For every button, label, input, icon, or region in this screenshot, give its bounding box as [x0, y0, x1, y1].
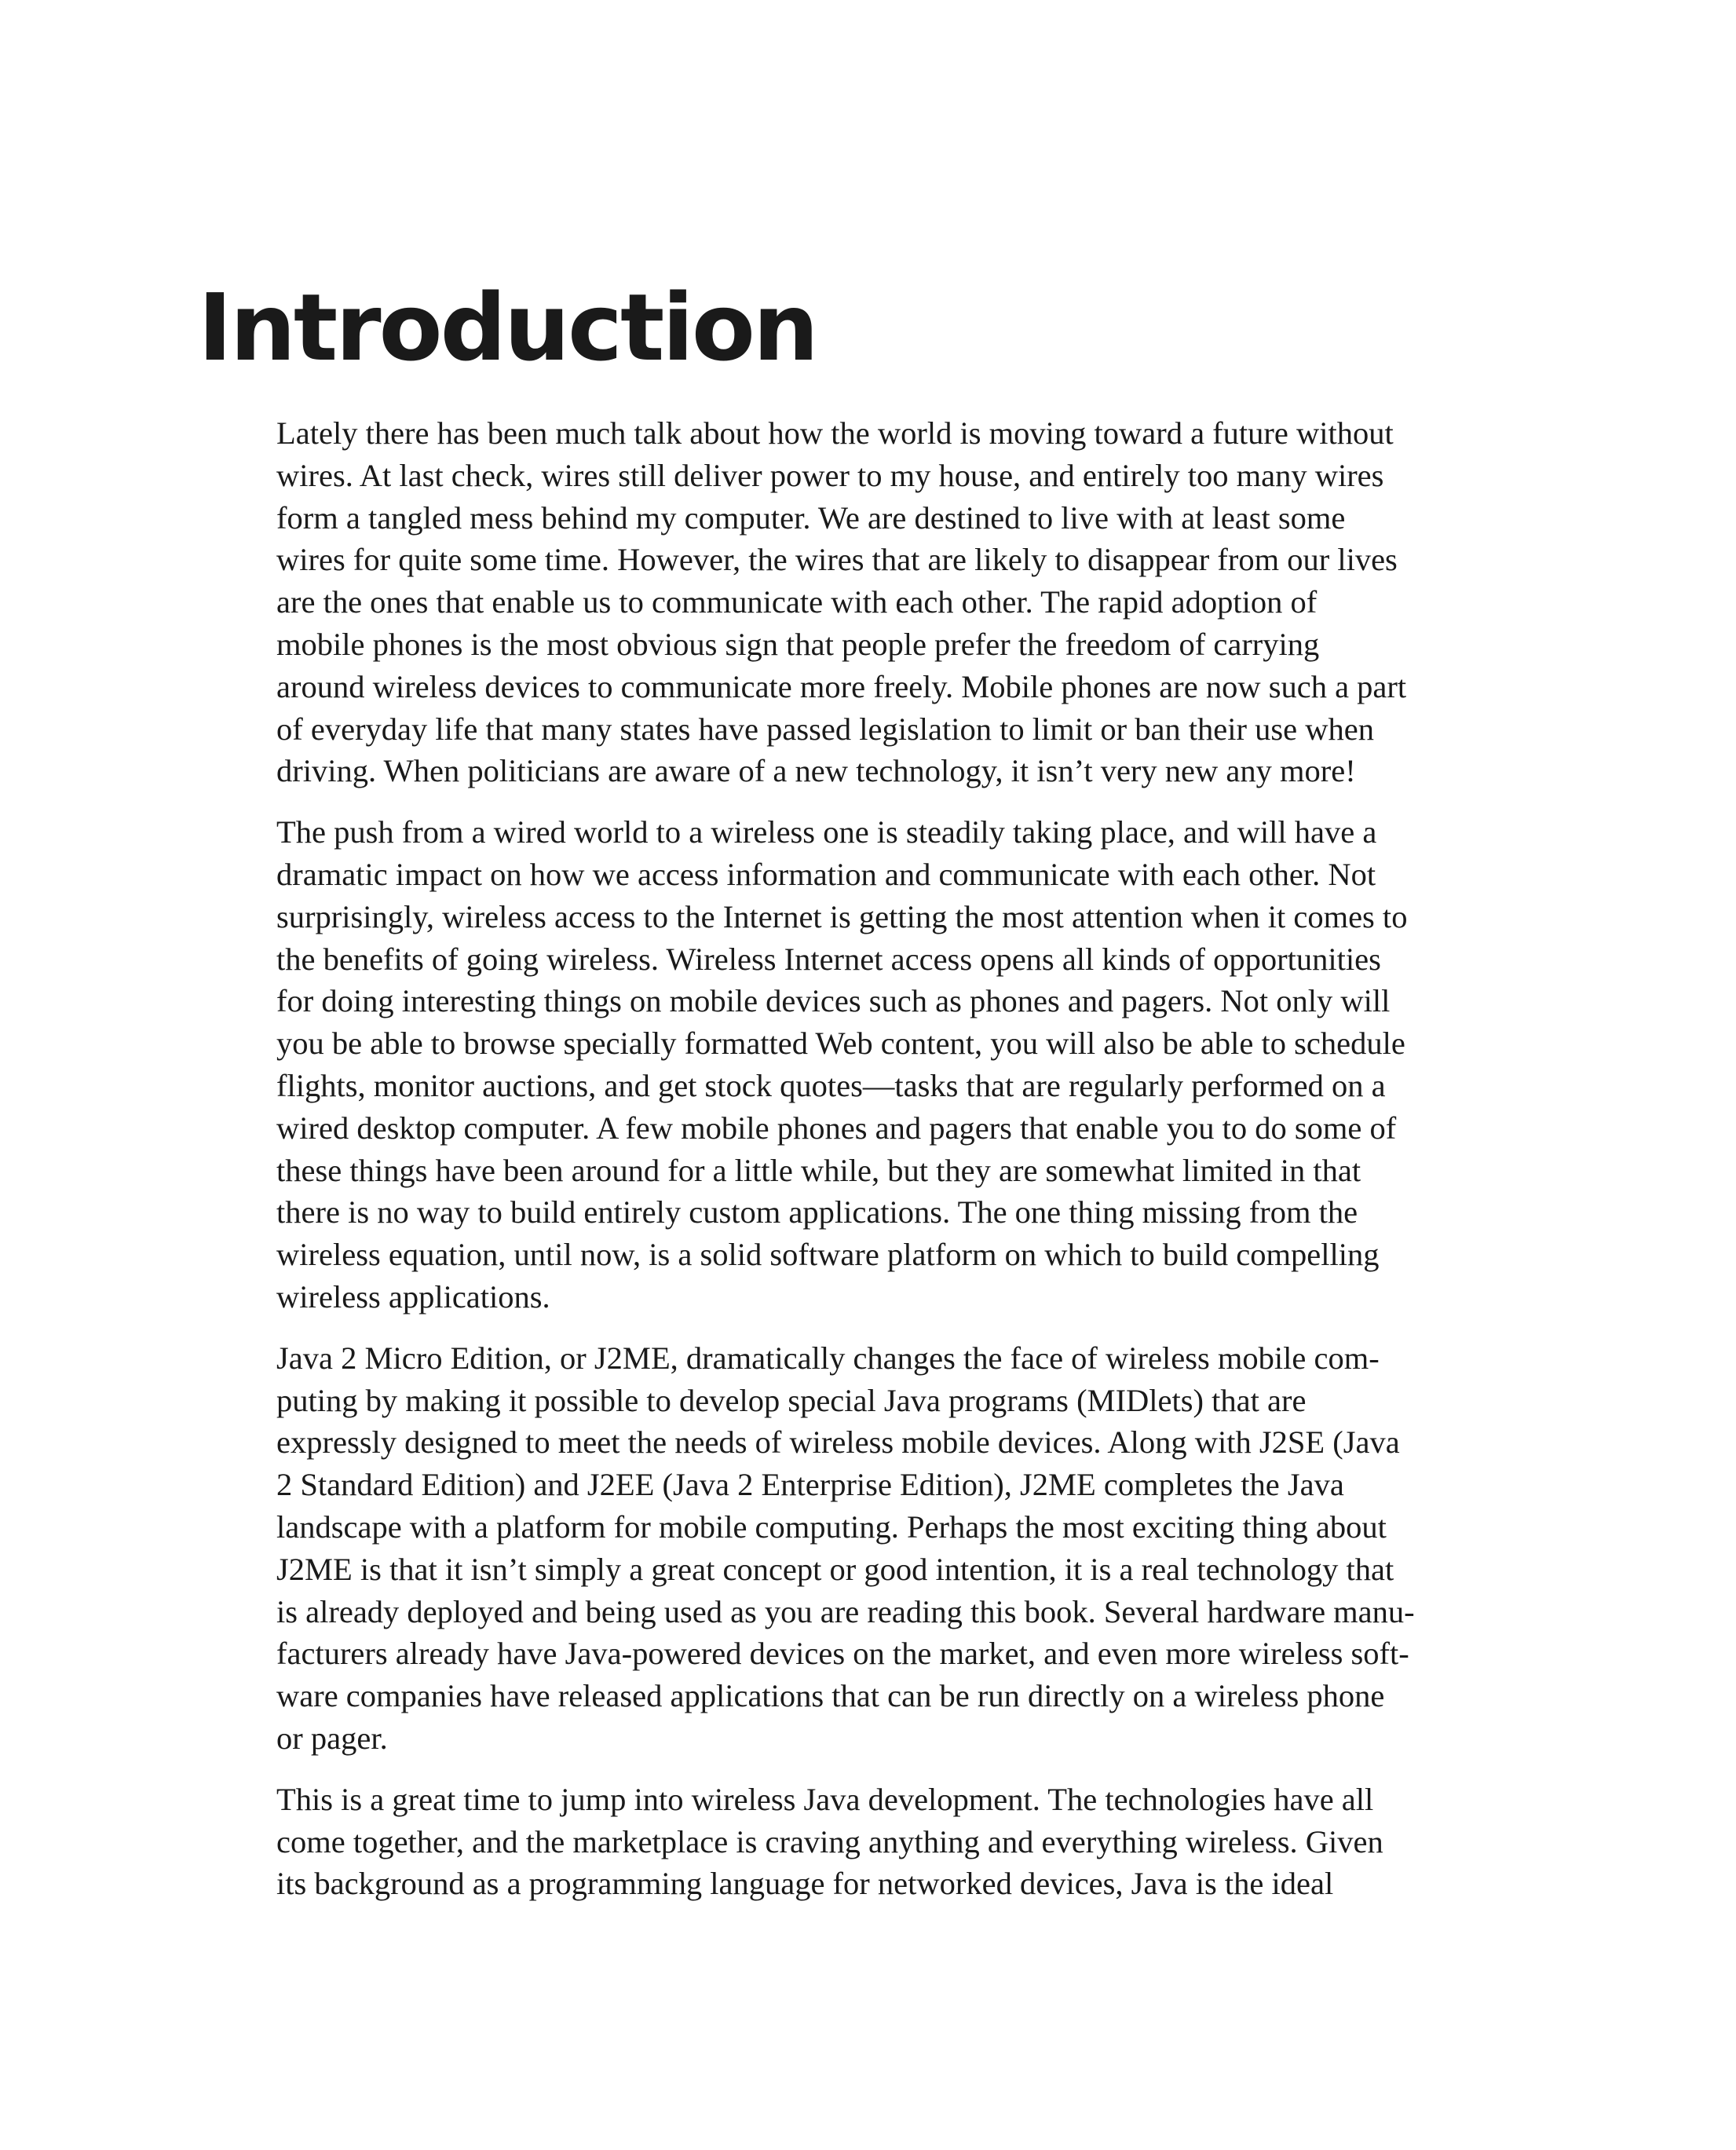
text-line: the benefits of going wireless. Wireless Internet access opens all kinds of opportunities: [276, 941, 1381, 977]
paragraph-1: [276, 412, 1462, 792]
text-line: these things have been around for a little while, but they are somewhat limited in that: [276, 1152, 1361, 1188]
text-line: mobile phones is the most obvious sign that people prefer the freedom of carrying: [276, 626, 1320, 662]
text-line: flights, monitor auctions, and get stock quotes—tasks that are regularly performed on a: [276, 1067, 1386, 1103]
text-line: form a tangled mess behind my computer. We are destined to live with at least some: [276, 499, 1346, 536]
text-line: wireless equation, until now, is a solid software platform on which to build compelling: [276, 1237, 1380, 1273]
text-line: are the ones that enable us to communicate with each other. The rapid adoption of: [276, 584, 1318, 620]
text-line: come together, and the marketplace is craving anything and everything wireless. Given: [276, 1823, 1383, 1859]
text-line: This is a great time to jump into wireless Java development. The technologies have all: [276, 1781, 1374, 1817]
text-line: 2 Standard Edition) and J2EE (Java 2 Enterprise Edition), J2ME completes the Java: [276, 1467, 1344, 1503]
text-line: wires. At last check, wires still deliver power to my house, and entirely too many wires: [276, 457, 1384, 493]
text-line: of everyday life that many states have passed legislation to limit or ban their use when: [276, 711, 1374, 747]
text-line: you be able to browse specially formatted Web content, you will also be able to schedule: [276, 1026, 1405, 1062]
text-line: or pager.: [276, 1720, 388, 1756]
text-line: Lately there has been much talk about how the world is moving toward a future without: [276, 415, 1394, 451]
text-line: The push from a wired world to a wireless one is steadily taking place, and will have a: [276, 814, 1377, 850]
text-line: facturers already have Java-powered devices on the market, and even more wireless soft-: [276, 1636, 1409, 1672]
paragraph-2: [276, 811, 1462, 1318]
body-text: [276, 412, 1462, 1924]
text-line: Java 2 Micro Edition, or J2ME, dramatically changes the face of wireless mobile com-: [276, 1340, 1380, 1376]
paragraph-4: [276, 1779, 1462, 1905]
text-line: ware companies have released applications that can be run directly on a wireless phone: [276, 1678, 1385, 1714]
text-line: there is no way to build entirely custom applications. The one thing missing from the: [276, 1194, 1358, 1230]
text-line: is already deployed and being used as you are reading this book. Several hardware manu-: [276, 1593, 1415, 1629]
chapter-title: Introduction: [198, 273, 817, 382]
text-line: J2ME is that it isn’t simply a great concept or good intention, it is a real technology that: [276, 1551, 1394, 1587]
paragraph-3: [276, 1337, 1462, 1760]
text-line: surprisingly, wireless access to the Internet is getting the most attention when it comes to: [276, 898, 1408, 934]
text-line: wired desktop computer. A few mobile phones and pagers that enable you to do some of: [276, 1110, 1397, 1146]
text-line: for doing interesting things on mobile devices such as phones and pagers. Not only will: [276, 983, 1391, 1019]
text-line: its background as a programming language for networked devices, Java is the ideal: [276, 1866, 1334, 1902]
text-line: dramatic impact on how we access information and communicate with each other. Not: [276, 856, 1376, 892]
text-line: wires for quite some time. However, the wires that are likely to disappear from our lives: [276, 542, 1398, 578]
text-line: driving. When politicians are aware of a new technology, it isn’t very new any more!: [276, 753, 1356, 789]
text-line: wireless applications.: [276, 1278, 550, 1314]
text-line: puting by making it possible to develop special Java programs (MIDlets) that are: [276, 1382, 1307, 1418]
text-line: around wireless devices to communicate more freely. Mobile phones are now such a part: [276, 668, 1407, 704]
text-line: expressly designed to meet the needs of wireless mobile devices. Along with J2SE (Java: [276, 1424, 1400, 1461]
text-line: landscape with a platform for mobile computing. Perhaps the most exciting thing about: [276, 1508, 1387, 1545]
